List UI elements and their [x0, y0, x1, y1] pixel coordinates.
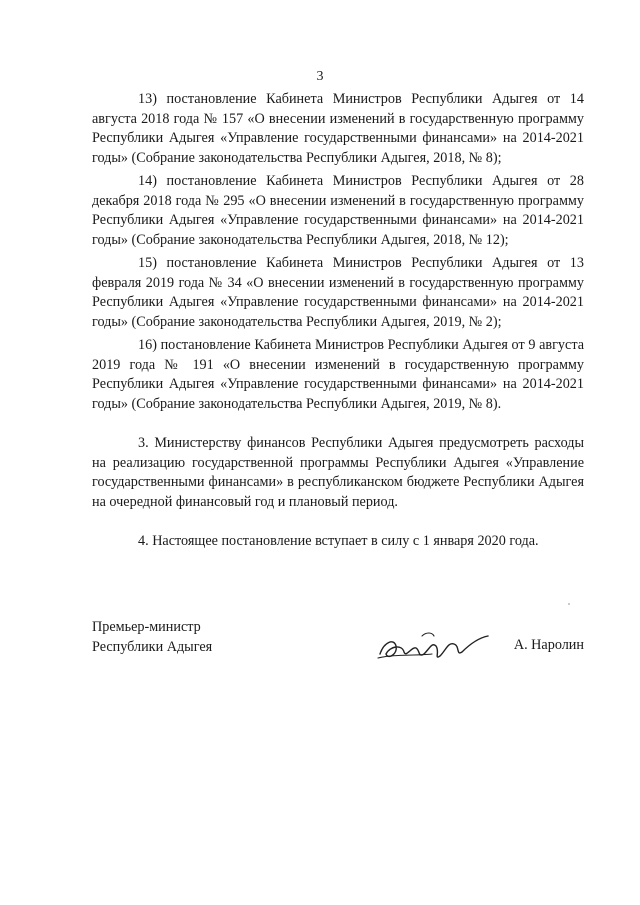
paragraph-3	[92, 434, 584, 512]
list-item	[92, 172, 584, 250]
signatory-title-line1: Премьер-министр	[92, 619, 201, 635]
list-item-text: 16) постановление Кабинета Министров Республики Адыгея от 9 августа 2019 года № 191 «О внесении изменений в государственную программу Республики Адыгея «Управление государственными финансами» на 2014-2021 годы» (Собрание законодательства Республики Адыгея, 2019, № 8).	[92, 337, 584, 412]
list-item	[92, 336, 584, 414]
signatory-name: А. Наролин	[513, 637, 584, 653]
signatory-title-line2: Республики Адыгея	[92, 638, 213, 655]
signature-block	[92, 618, 584, 678]
paragraph-3-text: 3. Министерству финансов Республики Адыгея предусмотреть расходы на реализацию государственной программы Республики Адыгея «Управление государственными финансами» в республиканском бюджете Республики Адыгея на очередной финансовый год и плановый период.	[92, 435, 584, 510]
list-item	[92, 254, 584, 332]
handwritten-signature	[374, 624, 494, 670]
document-body	[92, 90, 584, 552]
scan-speck	[568, 603, 570, 605]
list-item-text: 15) постановление Кабинета Министров Республики Адыгея от 13 февраля 2019 года № 34 «О внесении изменений в государственную программу Республики Адыгея «Управление государственными финансами» на 2014-2021 годы» (Собрание законодательства Республики Адыгея, 2019, № 2);	[92, 255, 584, 330]
paragraph-4-text: 4. Настоящее постановление вступает в силу с 1 января 2020 года.	[138, 533, 539, 549]
page-number: 3	[316, 69, 324, 84]
list-item	[92, 90, 584, 168]
list-item-text: 14) постановление Кабинета Министров Республики Адыгея от 28 декабря 2018 года № 295 «О внесении изменений в государственную программу Республики Адыгея «Управление государственными финансами» на 2014-2021 годы» (Собрание законодательства Республики Адыгея, 2018, № 12);	[92, 173, 584, 248]
paragraph-4	[92, 532, 584, 552]
list-item-text: 13) постановление Кабинета Министров Республики Адыгея от 14 августа 2018 года № 157 «О внесении изменений в государственную программу Республики Адыгея «Управление государственными финансами» на 2014-2021 годы» (Собрание законодательства Республики Адыгея, 2018, № 8);	[92, 91, 584, 166]
signatory-title	[92, 618, 212, 657]
